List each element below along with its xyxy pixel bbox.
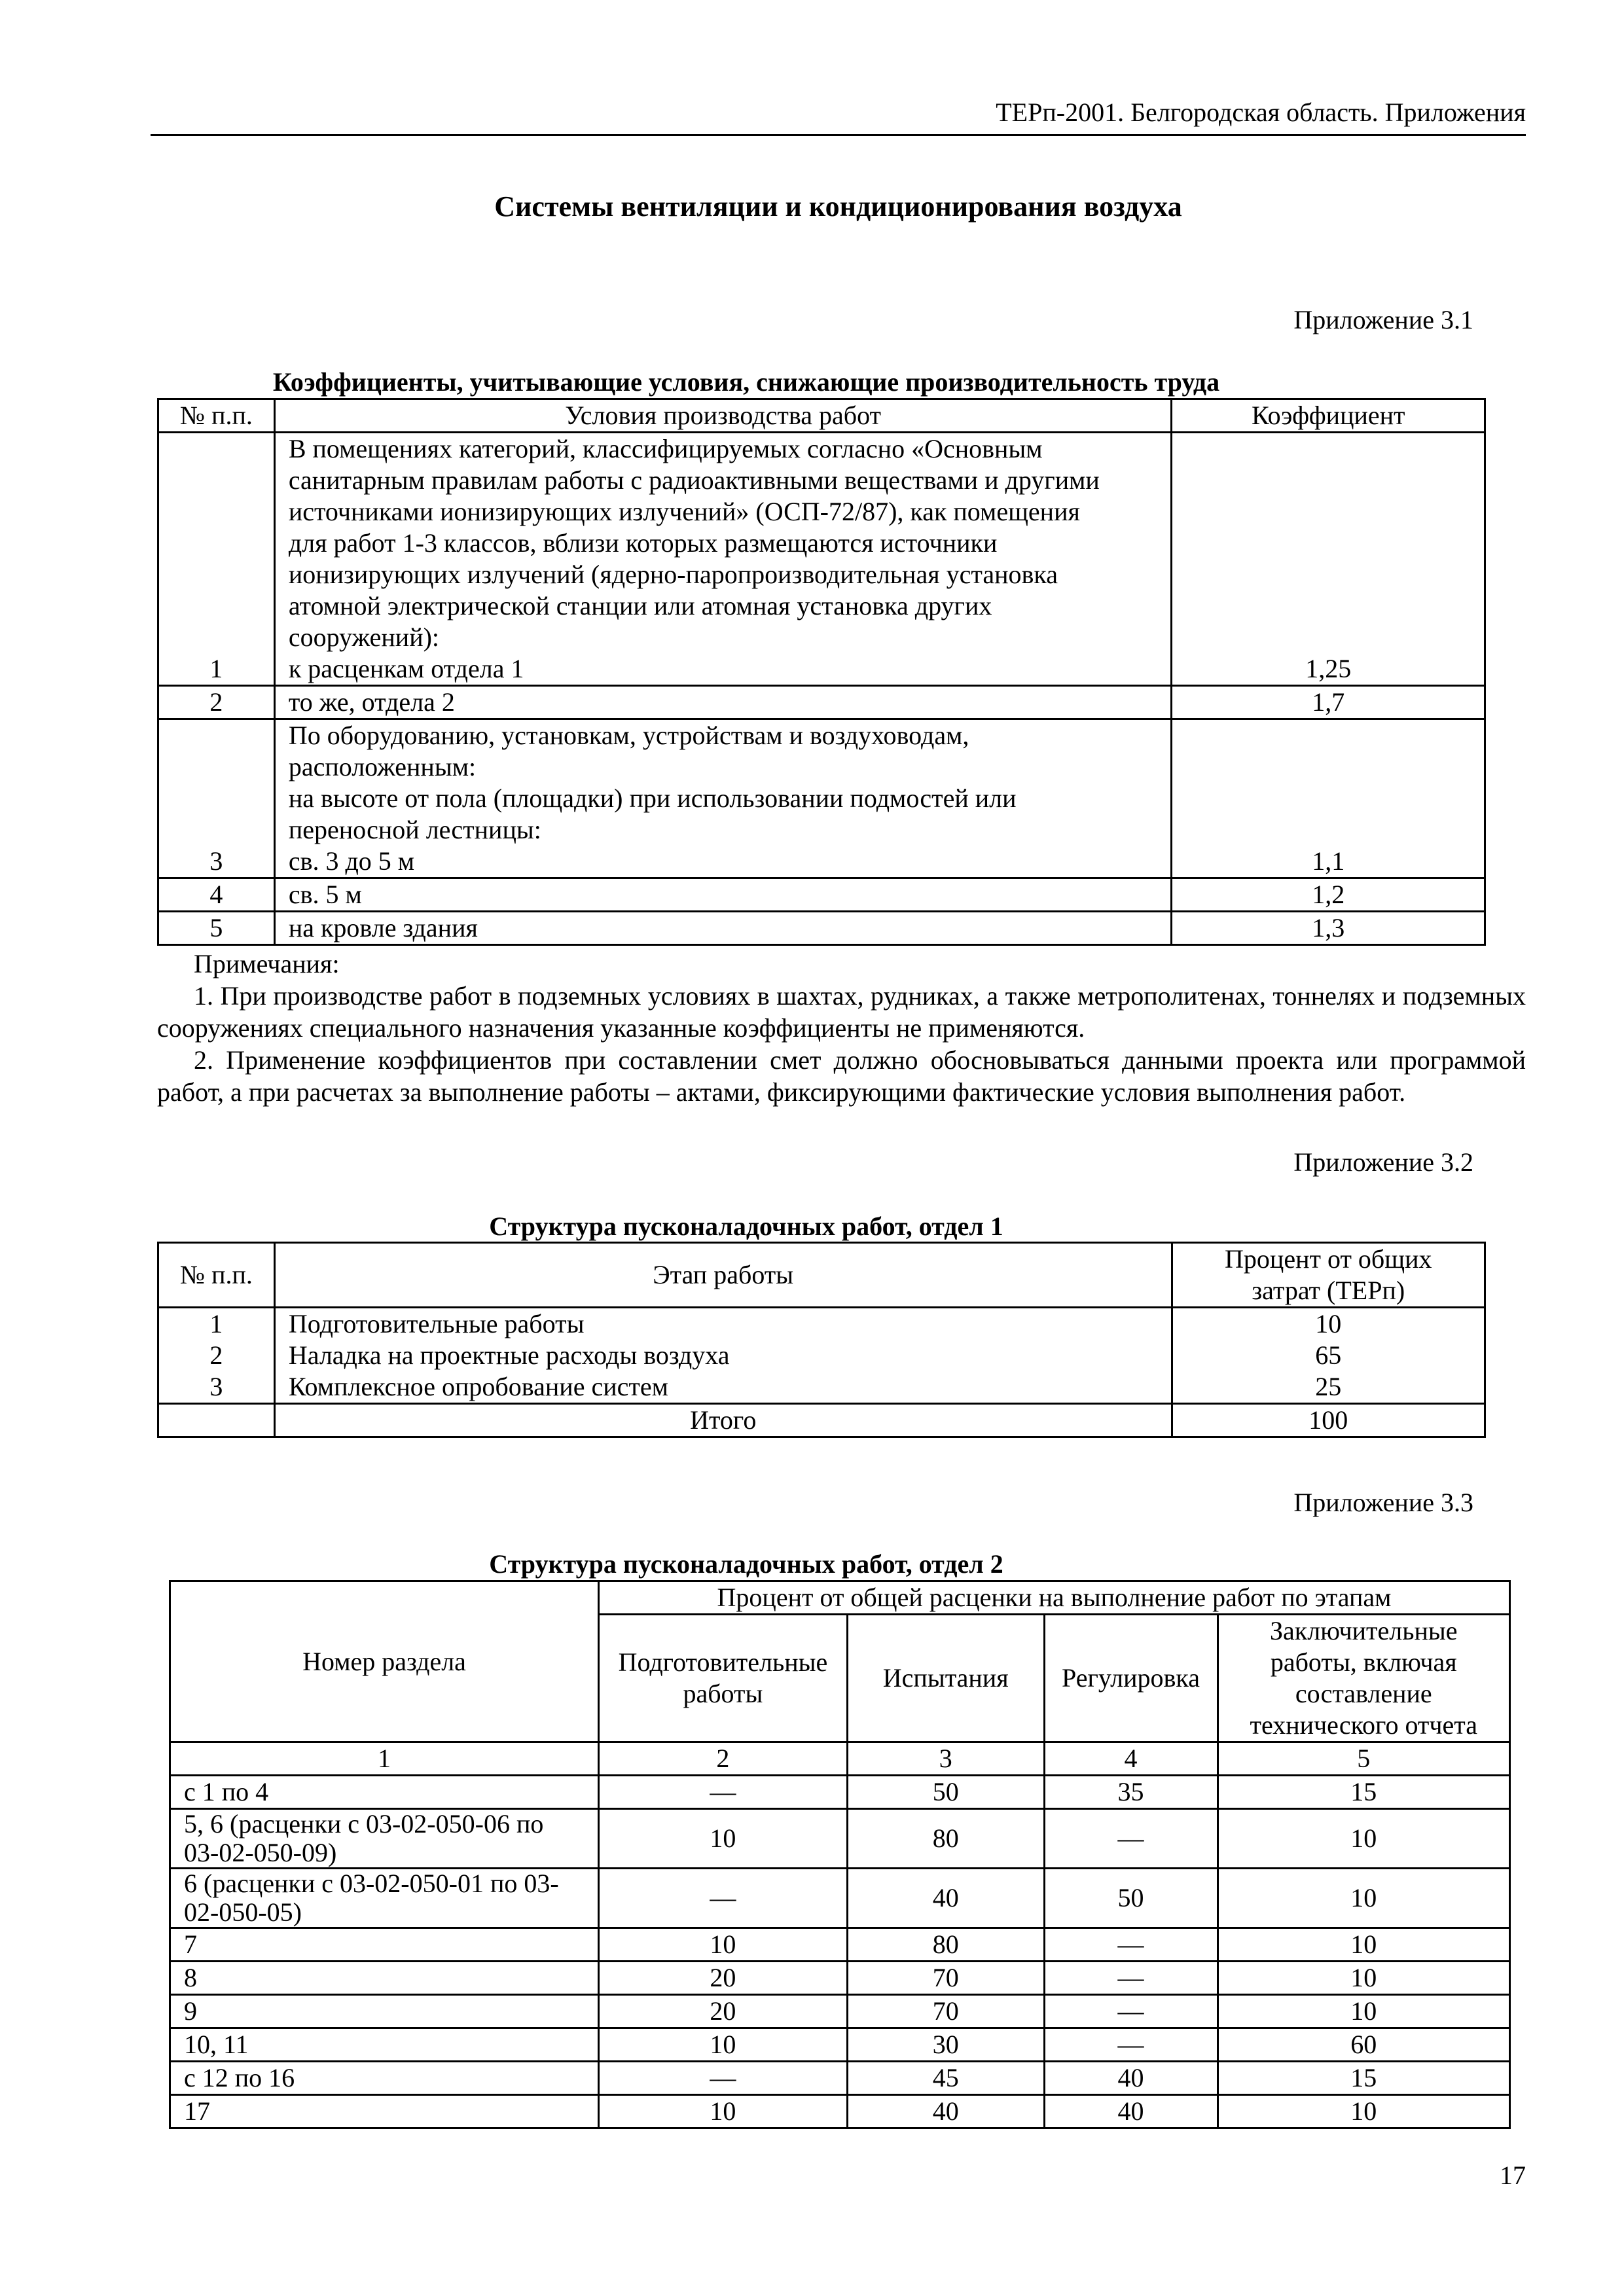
percent-cell: 70 [847, 1995, 1044, 2028]
percent-cell: 10 [1218, 1869, 1510, 1928]
coefficient-value: 1,25 [1172, 433, 1485, 686]
total-value: 100 [1172, 1404, 1485, 1437]
percent-cell: 10 [1218, 2095, 1510, 2128]
percent-cell: 80 [847, 1809, 1044, 1869]
text-line: ионизирующих излучений (ядерно-паропроизводительная установка [288, 560, 1058, 589]
text-line: переносной лестницы: [288, 815, 541, 844]
percent-cell: 10 [1218, 1809, 1510, 1869]
section-number: с 1 по 4 [170, 1776, 599, 1809]
condition-text [274, 686, 1172, 719]
table-row [158, 1371, 1485, 1404]
percent-cell: 20 [598, 1995, 847, 2028]
row-number: 1 [158, 433, 275, 686]
percent-cell: 40 [1044, 2095, 1218, 2128]
stage-percent: 25 [1172, 1371, 1485, 1404]
coefficient-value: 1,2 [1172, 878, 1485, 912]
percent-cell: 60 [1218, 2028, 1510, 2062]
stages-table-dept2 [169, 1580, 1511, 2129]
col-header-testing: Испытания [847, 1615, 1044, 1742]
percent-cell: 10 [1218, 1995, 1510, 2028]
col-header-conditions: Условия производства работ [274, 399, 1172, 433]
percent-cell: — [598, 2062, 847, 2095]
appendix-label-3-3: Приложение 3.3 [1293, 1488, 1473, 1517]
section-number: 9 [170, 1995, 599, 2028]
stage-name: Наладка на проектные расходы воздуха [274, 1340, 1172, 1371]
text-line: то же, отдела 2 [288, 687, 455, 717]
note-1: 1. При производстве работ в подземных условиях в шахтах, рудниках, а также метрополитенах, тоннелях и подземных сооружениях специального назначения указанные коэффициенты не применяются. [157, 981, 1526, 1043]
row-number: 1 [158, 1308, 275, 1340]
condition-text [274, 719, 1172, 878]
section-number: 5, 6 (расценки с 03-02-050-06 по 03-02-050-09) [170, 1809, 599, 1869]
condition-text [274, 912, 1172, 945]
total-label: Итого [274, 1404, 1172, 1437]
row-number: 5 [158, 912, 275, 945]
section-number: 8 [170, 1962, 599, 1995]
section-number: с 12 по 16 [170, 2062, 599, 2095]
condition-text [274, 433, 1172, 686]
table-row [170, 2095, 1510, 2128]
table-row [158, 1340, 1485, 1371]
stage-name: Подготовительные работы [274, 1308, 1172, 1340]
col-header-preparatory: Подготовительные работы [598, 1615, 847, 1742]
percent-cell: 30 [847, 2028, 1044, 2062]
percent-cell: 20 [598, 1962, 847, 1995]
note-2: 2. Применение коэффициентов при составлении смет должно обосновываться данными проекта или программой работ, а при расчетах за выполнение работы – актами, фиксирующими фактические условия выполнения работ. [157, 1045, 1526, 1107]
col-header-final: Заключительные работы, включая составление технического отчета [1218, 1615, 1510, 1742]
percent-cell: — [598, 1776, 847, 1809]
percent-cell: — [1044, 1995, 1218, 2028]
col-header-num: № п.п. [158, 1243, 275, 1308]
col-header-stage: Этап работы [274, 1243, 1172, 1308]
text-line: св. 5 м [288, 880, 362, 909]
total-row [158, 1404, 1485, 1437]
table-row [170, 1809, 1510, 1869]
percent-cell: — [1044, 2028, 1218, 2062]
table-row [158, 912, 1485, 945]
percent-cell: 80 [847, 1928, 1044, 1962]
table-row [158, 686, 1485, 719]
coefficient-value: 1,1 [1172, 719, 1485, 878]
text-line: на кровле здания [288, 913, 478, 942]
stage-percent: 10 [1172, 1308, 1485, 1340]
table-row [158, 878, 1485, 912]
column-number: 2 [598, 1742, 847, 1776]
coefficient-value: 1,7 [1172, 686, 1485, 719]
text-line: на высоте от пола (площадки) при использовании подмостей или [288, 783, 1017, 813]
percent-cell: 50 [1044, 1869, 1218, 1928]
text-line: По оборудованию, установкам, устройствам и воздуховодам, [288, 721, 969, 750]
text-line: источниками ионизирующих излучений» (ОСП-72/87), как помещения [288, 497, 1080, 526]
notes-block [157, 948, 1526, 1108]
percent-cell: — [1044, 1928, 1218, 1962]
text-line: сооружений): [288, 622, 440, 652]
percent-cell: 10 [598, 2028, 847, 2062]
percent-cell: 15 [1218, 2062, 1510, 2095]
percent-cell: 10 [1218, 1962, 1510, 1995]
row-number: 2 [158, 1340, 275, 1371]
notes-heading: Примечания: [194, 949, 340, 978]
percent-cell: 45 [847, 2062, 1044, 2095]
percent-cell: 10 [598, 1809, 847, 1869]
section-number: 10, 11 [170, 2028, 599, 2062]
text-line: расположенным: [288, 752, 477, 781]
document-title: Системы вентиляции и кондиционирования воздуха [494, 190, 1182, 223]
table-title-3-2: Структура пусконаладочных работ, отдел 1 [489, 1211, 1003, 1241]
percent-cell: 10 [1218, 1928, 1510, 1962]
percent-cell: — [1044, 1962, 1218, 1995]
table-row [170, 1962, 1510, 1995]
col-header-section: Номер раздела [170, 1581, 599, 1742]
table-title-3-3: Структура пусконаладочных работ, отдел 2 [489, 1549, 1003, 1579]
percent-cell: 35 [1044, 1776, 1218, 1809]
text-line: для работ 1-3 классов, вблизи которых размещаются источники [288, 528, 998, 558]
text-line: В помещениях категорий, классифицируемых согласно «Основным [288, 434, 1043, 463]
text-line: к расценкам отдела 1 [288, 654, 524, 683]
percent-cell: 70 [847, 1962, 1044, 1995]
coefficients-table [157, 398, 1486, 946]
row-number: 4 [158, 878, 275, 912]
page-number: 17 [1500, 2161, 1526, 2190]
percent-cell: 15 [1218, 1776, 1510, 1809]
text-line: атомной электрической станции или атомная установка других [288, 591, 992, 620]
section-number: 7 [170, 1928, 599, 1962]
col-header-group: Процент от общей расценки на выполнение работ по этапам [598, 1581, 1509, 1615]
table-row [170, 1869, 1510, 1928]
table-row [158, 719, 1485, 878]
coefficient-value: 1,3 [1172, 912, 1485, 945]
stages-table-dept1 [157, 1242, 1486, 1438]
table-row [170, 2028, 1510, 2062]
section-number: 17 [170, 2095, 599, 2128]
percent-cell: 40 [847, 1869, 1044, 1928]
appendix-label-3-1: Приложение 3.1 [1293, 305, 1473, 334]
table-title-3-1: Коэффициенты, учитывающие условия, снижающие производительность труда [272, 367, 1220, 397]
percent-cell: — [1044, 1809, 1218, 1869]
table-row [170, 2062, 1510, 2095]
percent-cell: — [598, 1869, 847, 1928]
running-header: ТЕРп-2001. Белгородская область. Приложения [151, 97, 1526, 136]
appendix-label-3-2: Приложение 3.2 [1293, 1147, 1473, 1177]
column-number: 4 [1044, 1742, 1218, 1776]
col-header-adjustment: Регулировка [1044, 1615, 1218, 1742]
text-line: св. 3 до 5 м [288, 846, 415, 876]
column-number: 3 [847, 1742, 1044, 1776]
col-header-coefficient: Коэффициент [1172, 399, 1485, 433]
percent-cell: 40 [847, 2095, 1044, 2128]
col-header-num: № п.п. [158, 399, 275, 433]
table-row [170, 1995, 1510, 2028]
row-number: 3 [158, 1371, 275, 1404]
text-line: санитарным правилам работы с радиоактивными веществами и другими [288, 465, 1100, 495]
table-row [170, 1928, 1510, 1962]
column-number: 1 [170, 1742, 599, 1776]
percent-cell: 50 [847, 1776, 1044, 1809]
table-row [158, 1308, 1485, 1340]
row-number: 2 [158, 686, 275, 719]
condition-text [274, 878, 1172, 912]
column-number: 5 [1218, 1742, 1510, 1776]
percent-cell: 10 [598, 2095, 847, 2128]
col-header-percent: Процент от общих затрат (ТЕРп) [1172, 1243, 1485, 1308]
section-number: 6 (расценки с 03-02-050-01 по 03-02-050-05) [170, 1869, 599, 1928]
table-row [158, 433, 1485, 686]
stage-name: Комплексное опробование систем [274, 1371, 1172, 1404]
row-number: 3 [158, 719, 275, 878]
percent-cell: 10 [598, 1928, 847, 1962]
table-row [170, 1776, 1510, 1809]
column-number-row [170, 1742, 1510, 1776]
stage-percent: 65 [1172, 1340, 1485, 1371]
total-empty-cell [158, 1404, 275, 1437]
percent-cell: 40 [1044, 2062, 1218, 2095]
